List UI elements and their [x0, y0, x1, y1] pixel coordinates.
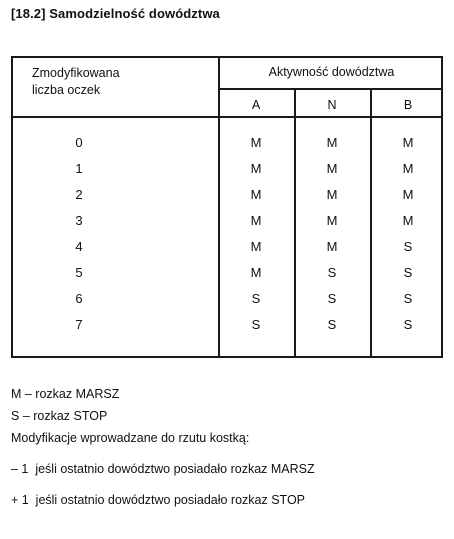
row-header-line1: Zmodyfikowana: [32, 66, 120, 80]
column-divider-n-b: [370, 88, 372, 358]
cell-n: S: [327, 265, 337, 280]
cell-n: M: [326, 213, 338, 228]
legend-stop: S – rozkaz STOP: [11, 409, 108, 423]
cell-b: M: [402, 161, 414, 176]
row-label: 2: [75, 187, 83, 202]
cell-b: M: [402, 135, 414, 150]
cell-n: S: [327, 317, 337, 332]
cell-b: S: [403, 291, 413, 306]
table-border-top: [11, 56, 443, 58]
column-header-n: N: [327, 98, 337, 112]
cell-b: M: [402, 213, 414, 228]
header-bottom-divider: [11, 116, 443, 118]
cell-a: S: [251, 317, 261, 332]
cell-b: M: [402, 187, 414, 202]
table-border-right: [441, 56, 443, 358]
command-independence-table: [11, 56, 443, 358]
row-label: 3: [75, 213, 83, 228]
cell-b: S: [403, 265, 413, 280]
section-title: [18.2] Samodzielność dowództwa: [11, 6, 220, 21]
group-header: Aktywność dowództwa: [268, 65, 395, 79]
row-header: [32, 65, 120, 99]
table-border-left: [11, 56, 13, 358]
modifier-minus: – 1 jeśli ostatnio dowództwo posiadało rozkaz MARSZ: [11, 462, 315, 476]
column-divider-a-n: [294, 88, 296, 358]
cell-a: M: [250, 187, 262, 202]
row-header-line2: liczba oczek: [32, 83, 101, 97]
cell-n: M: [326, 135, 338, 150]
cell-b: S: [403, 317, 413, 332]
modifier-plus: + 1 jeśli ostatnio dowództwo posiadało rozkaz STOP: [11, 493, 306, 507]
cell-a: M: [250, 239, 262, 254]
cell-n: M: [326, 239, 338, 254]
row-label: 7: [75, 317, 83, 332]
row-label: 0: [75, 135, 83, 150]
cell-n: M: [326, 161, 338, 176]
cell-a: S: [251, 291, 261, 306]
legend-marsz: M – rozkaz MARSZ: [11, 387, 120, 401]
cell-a: M: [250, 161, 262, 176]
row-label: 6: [75, 291, 83, 306]
column-header-a: A: [251, 98, 261, 112]
cell-b: S: [403, 239, 413, 254]
column-header-b: B: [403, 98, 413, 112]
row-label: 1: [75, 161, 83, 176]
row-label: 5: [75, 265, 83, 280]
row-header-divider: [218, 56, 220, 358]
cell-n: M: [326, 187, 338, 202]
table-border-bottom: [11, 356, 443, 358]
cell-a: M: [250, 213, 262, 228]
cell-a: M: [250, 265, 262, 280]
modifiers-intro: Modyfikacje wprowadzane do rzutu kostką:: [11, 431, 250, 445]
row-label: 4: [75, 239, 83, 254]
group-header-divider: [218, 88, 443, 90]
cell-n: S: [327, 291, 337, 306]
cell-a: M: [250, 135, 262, 150]
